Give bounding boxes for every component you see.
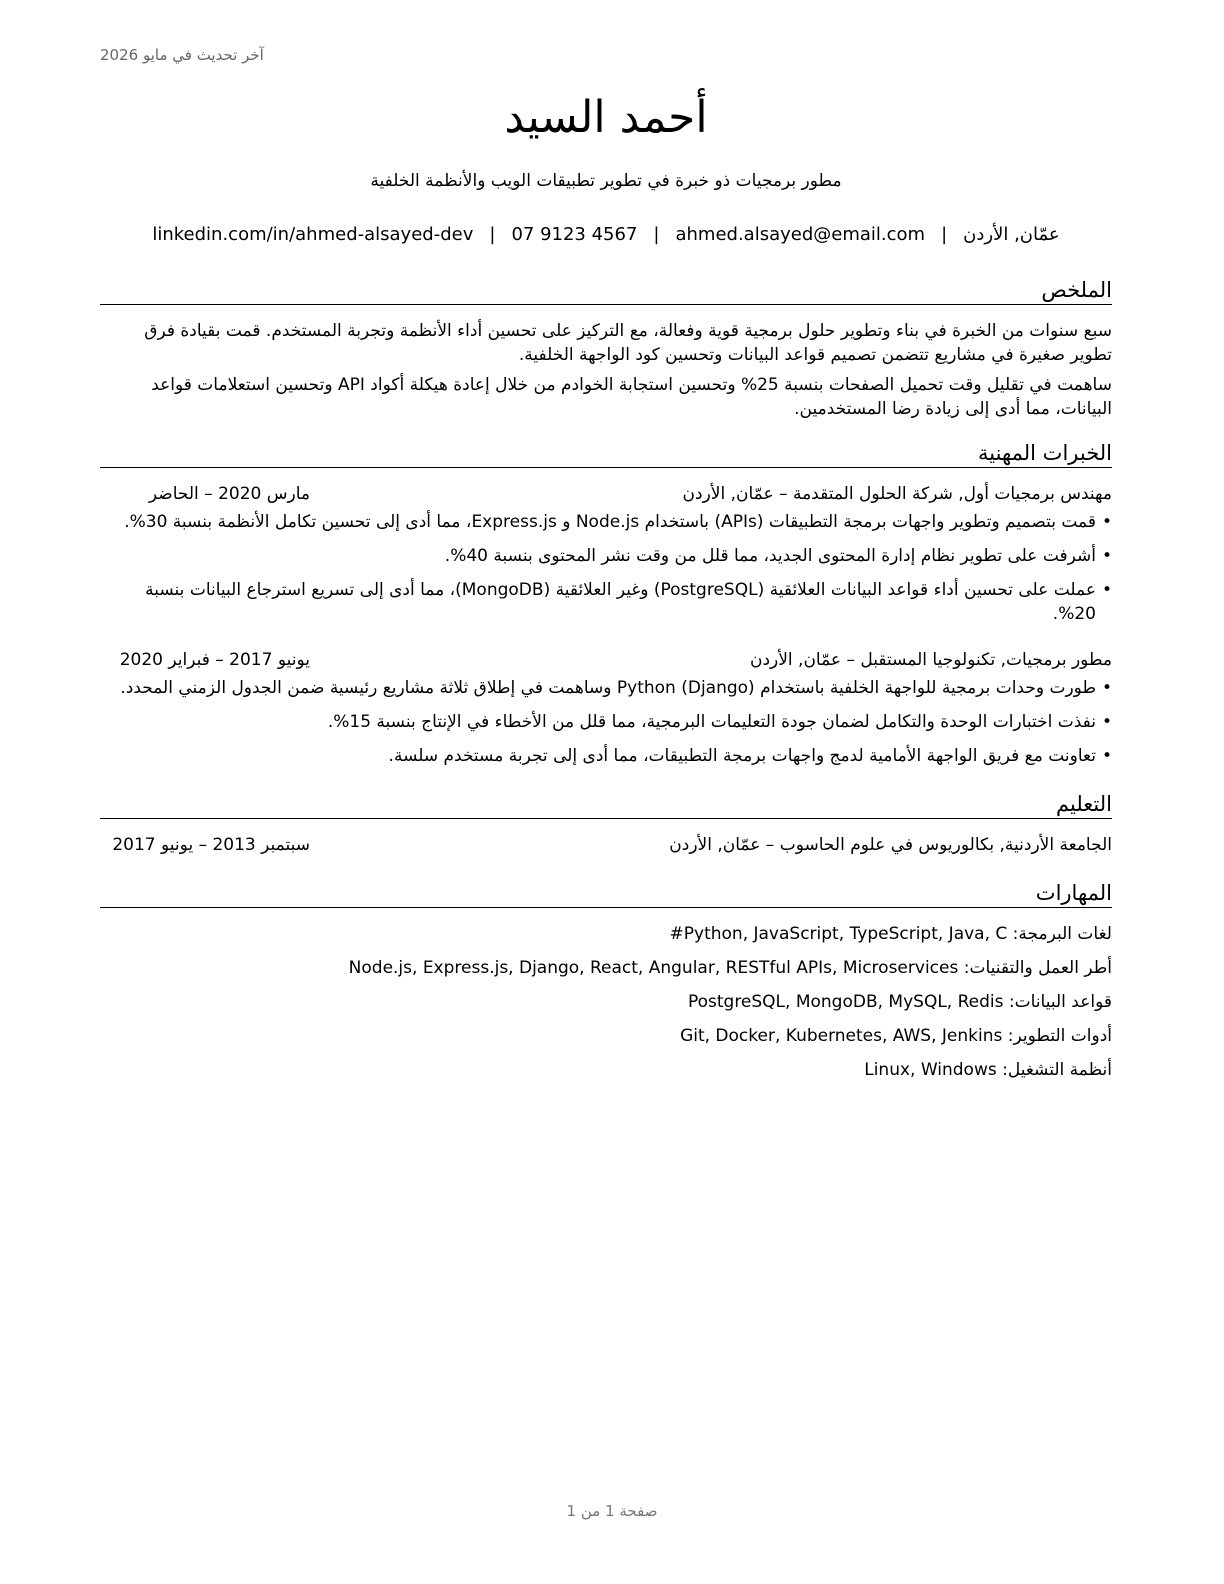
contact-separator: |: [653, 224, 660, 245]
skills-heading: المهارات: [100, 879, 1112, 908]
contact-location: عمّان, الأردن: [963, 224, 1060, 245]
contact-separator: |: [941, 224, 948, 245]
job-bullet: • نفذت اختبارات الوحدة والتكامل لضمان جودة التعليمات البرمجية، مما قلل من الأخطاء في الإنتاج بنسبة 15%.: [100, 710, 1112, 734]
job-dates: يونيو 2017 – فبراير 2020: [119, 650, 310, 670]
skill-line: أدوات التطوير: Git, Docker, Kubernetes, AWS, Jenkins: [680, 1026, 1112, 1046]
job-bullets: [100, 676, 1112, 768]
page-number: صفحة 1 من 1: [566, 1502, 658, 1520]
last-updated: آخر تحديث في مايو 2026: [100, 46, 264, 64]
skill-line: أطر العمل والتقنيات: Node.js, Express.js, Django, React, Angular, RESTful APIs, Microservices: [348, 958, 1112, 978]
education-dates: سبتمبر 2013 – يونيو 2017: [112, 835, 310, 855]
resume-content: [100, 276, 1112, 1092]
resume-page: [100, 0, 1112, 1584]
contact-line: [100, 224, 1112, 245]
contact-phone[interactable]: 07 9123 4567: [511, 224, 638, 245]
candidate-tagline: مطور برمجيات ذو خبرة في تطوير تطبيقات الويب والأنظمة الخلفية: [370, 171, 842, 191]
job-bullet: • طورت وحدات برمجية للواجهة الخلفية باستخدام Python (Django) وساهمت في إطلاق ثلاثة مشاريع رئيسية ضمن الجدول الزمني المحدد.: [100, 676, 1112, 700]
job-dates: مارس 2020 – الحاضر: [148, 484, 310, 504]
job-header: [100, 482, 1112, 506]
education-degree: الجامعة الأردنية, بكالوريوس في علوم الحاسوب – عمّان, الأردن: [669, 835, 1112, 855]
contact-email[interactable]: ahmed.alsayed@email.com: [675, 224, 926, 245]
education-heading: التعليم: [100, 790, 1112, 819]
skill-line: لغات البرمجة: Python, JavaScript, TypeScript, Java, C#: [669, 924, 1112, 944]
summary-paragraph: ساهمت في تقليل وقت تحميل الصفحات بنسبة 25% وتحسين استجابة الخوادم من خلال إعادة هيكلة أكواد API وتحسين استعلامات قواعد البيانات، مما أدى إلى زيادة رضا المستخدمين.: [151, 375, 1112, 419]
summary-paragraph: سبع سنوات من الخبرة في بناء وتطوير حلول برمجية قوية وفعالة، مع التركيز على تحسين أداء الأنظمة وتجربة المستخدم. قمت بقيادة فرق تطوير صغيرة في مشاريع تتضمن تصميم قواعد البيانات وتحسين كود الواجهة الخلفية.: [144, 321, 1112, 365]
job-bullet: • عملت على تحسين أداء قواعد البيانات العلائقية (PostgreSQL) وغير العلائقية (MongoDB)، مما أدى إلى تسريع استرجاع البيانات بنسبة 20%.: [100, 578, 1112, 626]
skill-line: أنظمة التشغيل: Linux, Windows: [864, 1060, 1112, 1080]
job-header: [100, 648, 1112, 672]
job-bullet: • تعاونت مع فريق الواجهة الأمامية لدمج واجهات برمجة التطبيقات، مما أدى إلى تجربة مستخدم سلسة.: [100, 744, 1112, 768]
skill-line: قواعد البيانات: PostgreSQL, MongoDB, MySQL, Redis: [687, 992, 1112, 1012]
contact-linkedin[interactable]: linkedin.com/in/ahmed-alsayed-dev: [152, 224, 474, 245]
experience-heading: الخبرات المهنية: [100, 439, 1112, 468]
job-bullet: • قمت بتصميم وتطوير واجهات برمجة التطبيقات (APIs) باستخدام Node.js و Express.js، مما أدى إلى تحسين تكامل الأنظمة بنسبة 30%.: [100, 510, 1112, 534]
contact-separator: |: [489, 224, 496, 245]
summary-heading: الملخص: [100, 276, 1112, 305]
education-entry: [100, 833, 1112, 857]
job-bullets: [100, 510, 1112, 626]
job-title: مطور برمجيات, تكنولوجيا المستقبل – عمّان, الأردن: [749, 650, 1112, 670]
job-bullet: • أشرفت على تطوير نظام إدارة المحتوى الجديد، مما قلل من وقت نشر المحتوى بنسبة 40%.: [100, 544, 1112, 568]
job-title: مهندس برمجيات أول, شركة الحلول المتقدمة – عمّان, الأردن: [682, 484, 1112, 504]
candidate-name: أحمد السيد: [504, 92, 708, 143]
